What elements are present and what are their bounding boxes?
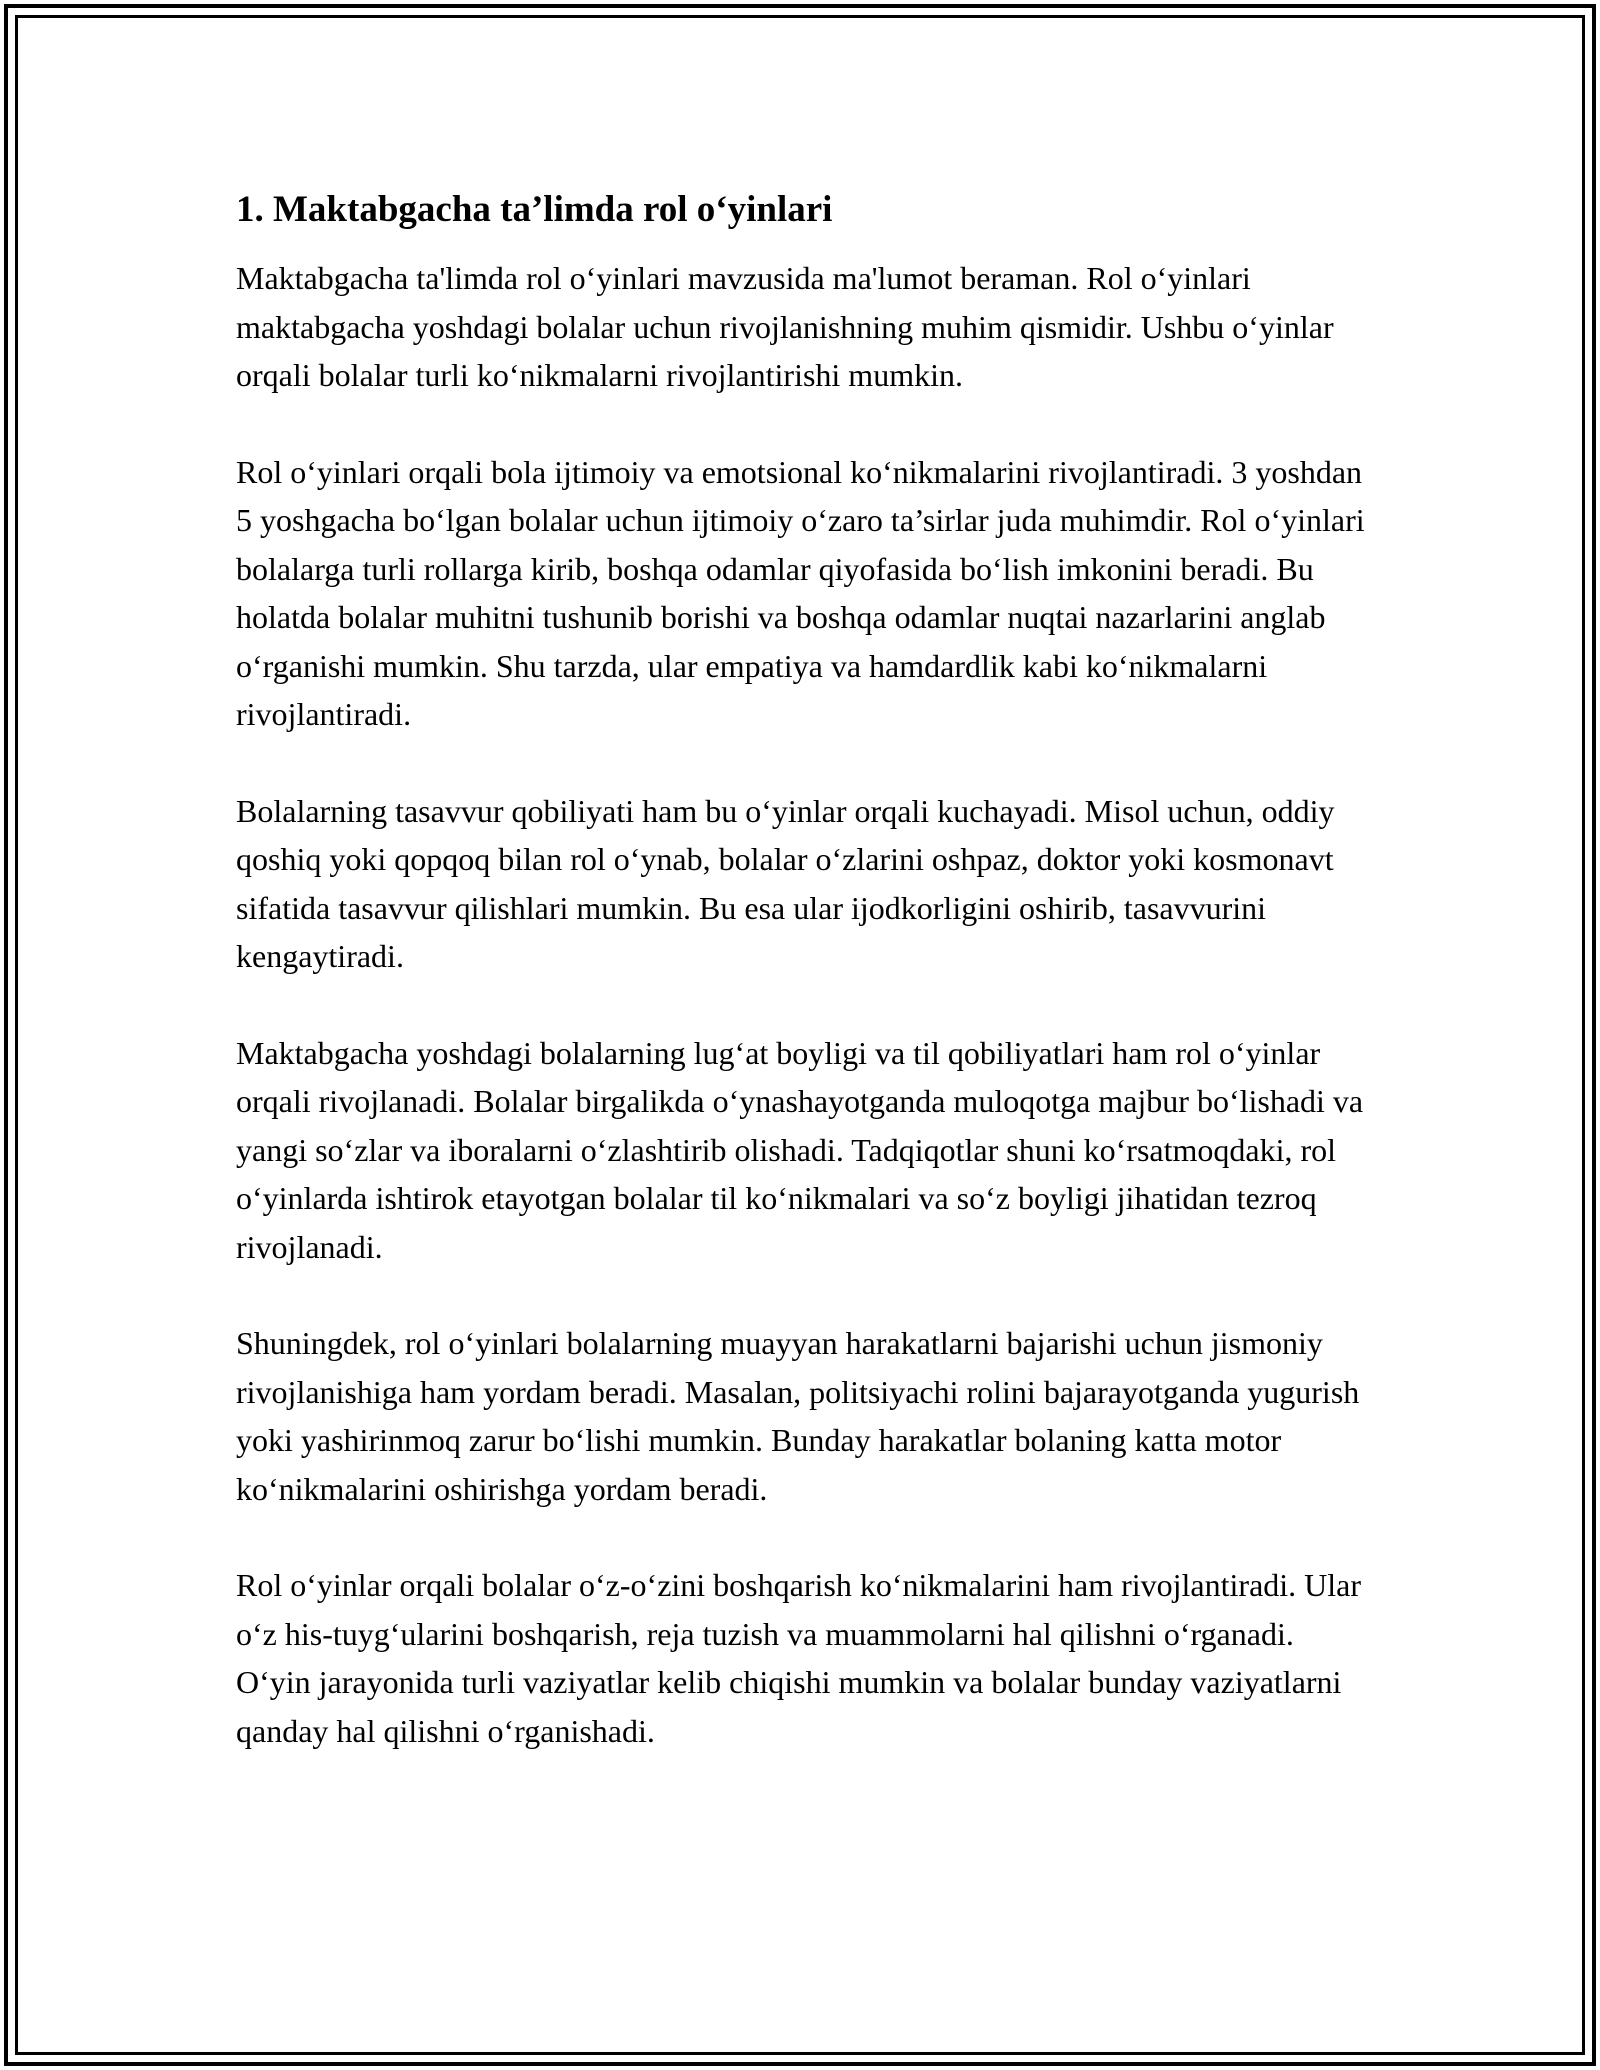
paragraph-self-regulation: Rol o‘yinlar orqali bolalar o‘z-o‘zini boshqarish ko‘nikmalarini ham rivojlantiradi. Ular o‘z his-tuyg‘ularini boshqarish, reja tuzish va muammolarni hal qilishni o‘rganadi. O‘yin jarayonida turli vaziyatlar kelib chiqishi mumkin va bolalar bunday vaziyatlarni qanday hal qilishni o‘rganishadi. (236, 1567, 1362, 1749)
paragraph-language: Maktabgacha yoshdagi bolalarning lug‘at boyligi va til qobiliyatlari ham rol o‘yinlar orqali rivojlanadi. Bolalar birgalikda o‘ynashayotganda muloqotga majbur bo‘lishadi va yangi so‘zlar va iboralarni o‘zlashtirib olishadi. Tadqiqotlar shuni ko‘rsatmoqdaki, rol o‘yinlarda ishtirok etayotgan bolalar til ko‘nikmalari va so‘z boyligi jihatidan tezroq rivojlanadi. (236, 1034, 1364, 1265)
document-body (236, 186, 1376, 1755)
paragraph-social-emotional: Rol o‘yinlari orqali bola ijtimoiy va emotsional ko‘nikmalarini rivojlantiradi. 3 yoshdan 5 yoshgacha bo‘lgan bolalar uchun ijtimoiy o‘zaro ta’sirlar juda muhimdir. Rol o‘yinlari bolalarga turli rollarga kirib, boshqa odamlar qiyofasida bo‘lish imkonini beradi. Bu holatda bolalar muhitni tushunib borishi va boshqa odamlar nuqtai nazarlarini anglab o‘rganishi mumkin. Shu tarzda, ular empatiya va hamdardlik kabi ko‘nikmalarni rivojlantiradi. (236, 453, 1365, 732)
paragraph-introduction: Maktabgacha ta'limda rol o‘yinlari mavzusida ma'lumot beraman. Rol o‘yinlari maktabgacha yoshdagi bolalar uchun rivojlanishning muhim qismidir. Ushbu o‘yinlar orqali bolalar turli ko‘nikmalarni rivojlantirishi mumkin. (236, 260, 1334, 393)
paragraph-imagination: Bolalarning tasavvur qobiliyati ham bu o‘yinlar orqali kuchayadi. Misol uchun, oddiy qoshiq yoki qopqoq bilan rol o‘ynab, bolalar o‘zlarini oshpaz, doktor yoki kosmonavt sifatida tasavvur qilishlari mumkin. Bu esa ular ijodkorligini oshirib, tasavvurini kengaytiradi. (236, 792, 1335, 974)
paragraph-physical: Shuningdek, rol o‘yinlari bolalarning muayyan harakatlarni bajarishi uchun jismoniy rivojlanishiga ham yordam beradi. Masalan, politsiyachi rolini bajarayotganda yugurish yoki yashirinmoq zarur bo‘lishi mumkin. Bunday harakatlar bolaning katta motor ko‘nikmalarini oshirishga yordam beradi. (236, 1325, 1360, 1507)
section-heading: 1. Maktabgacha ta’limda rol o‘yinlari (236, 189, 833, 230)
